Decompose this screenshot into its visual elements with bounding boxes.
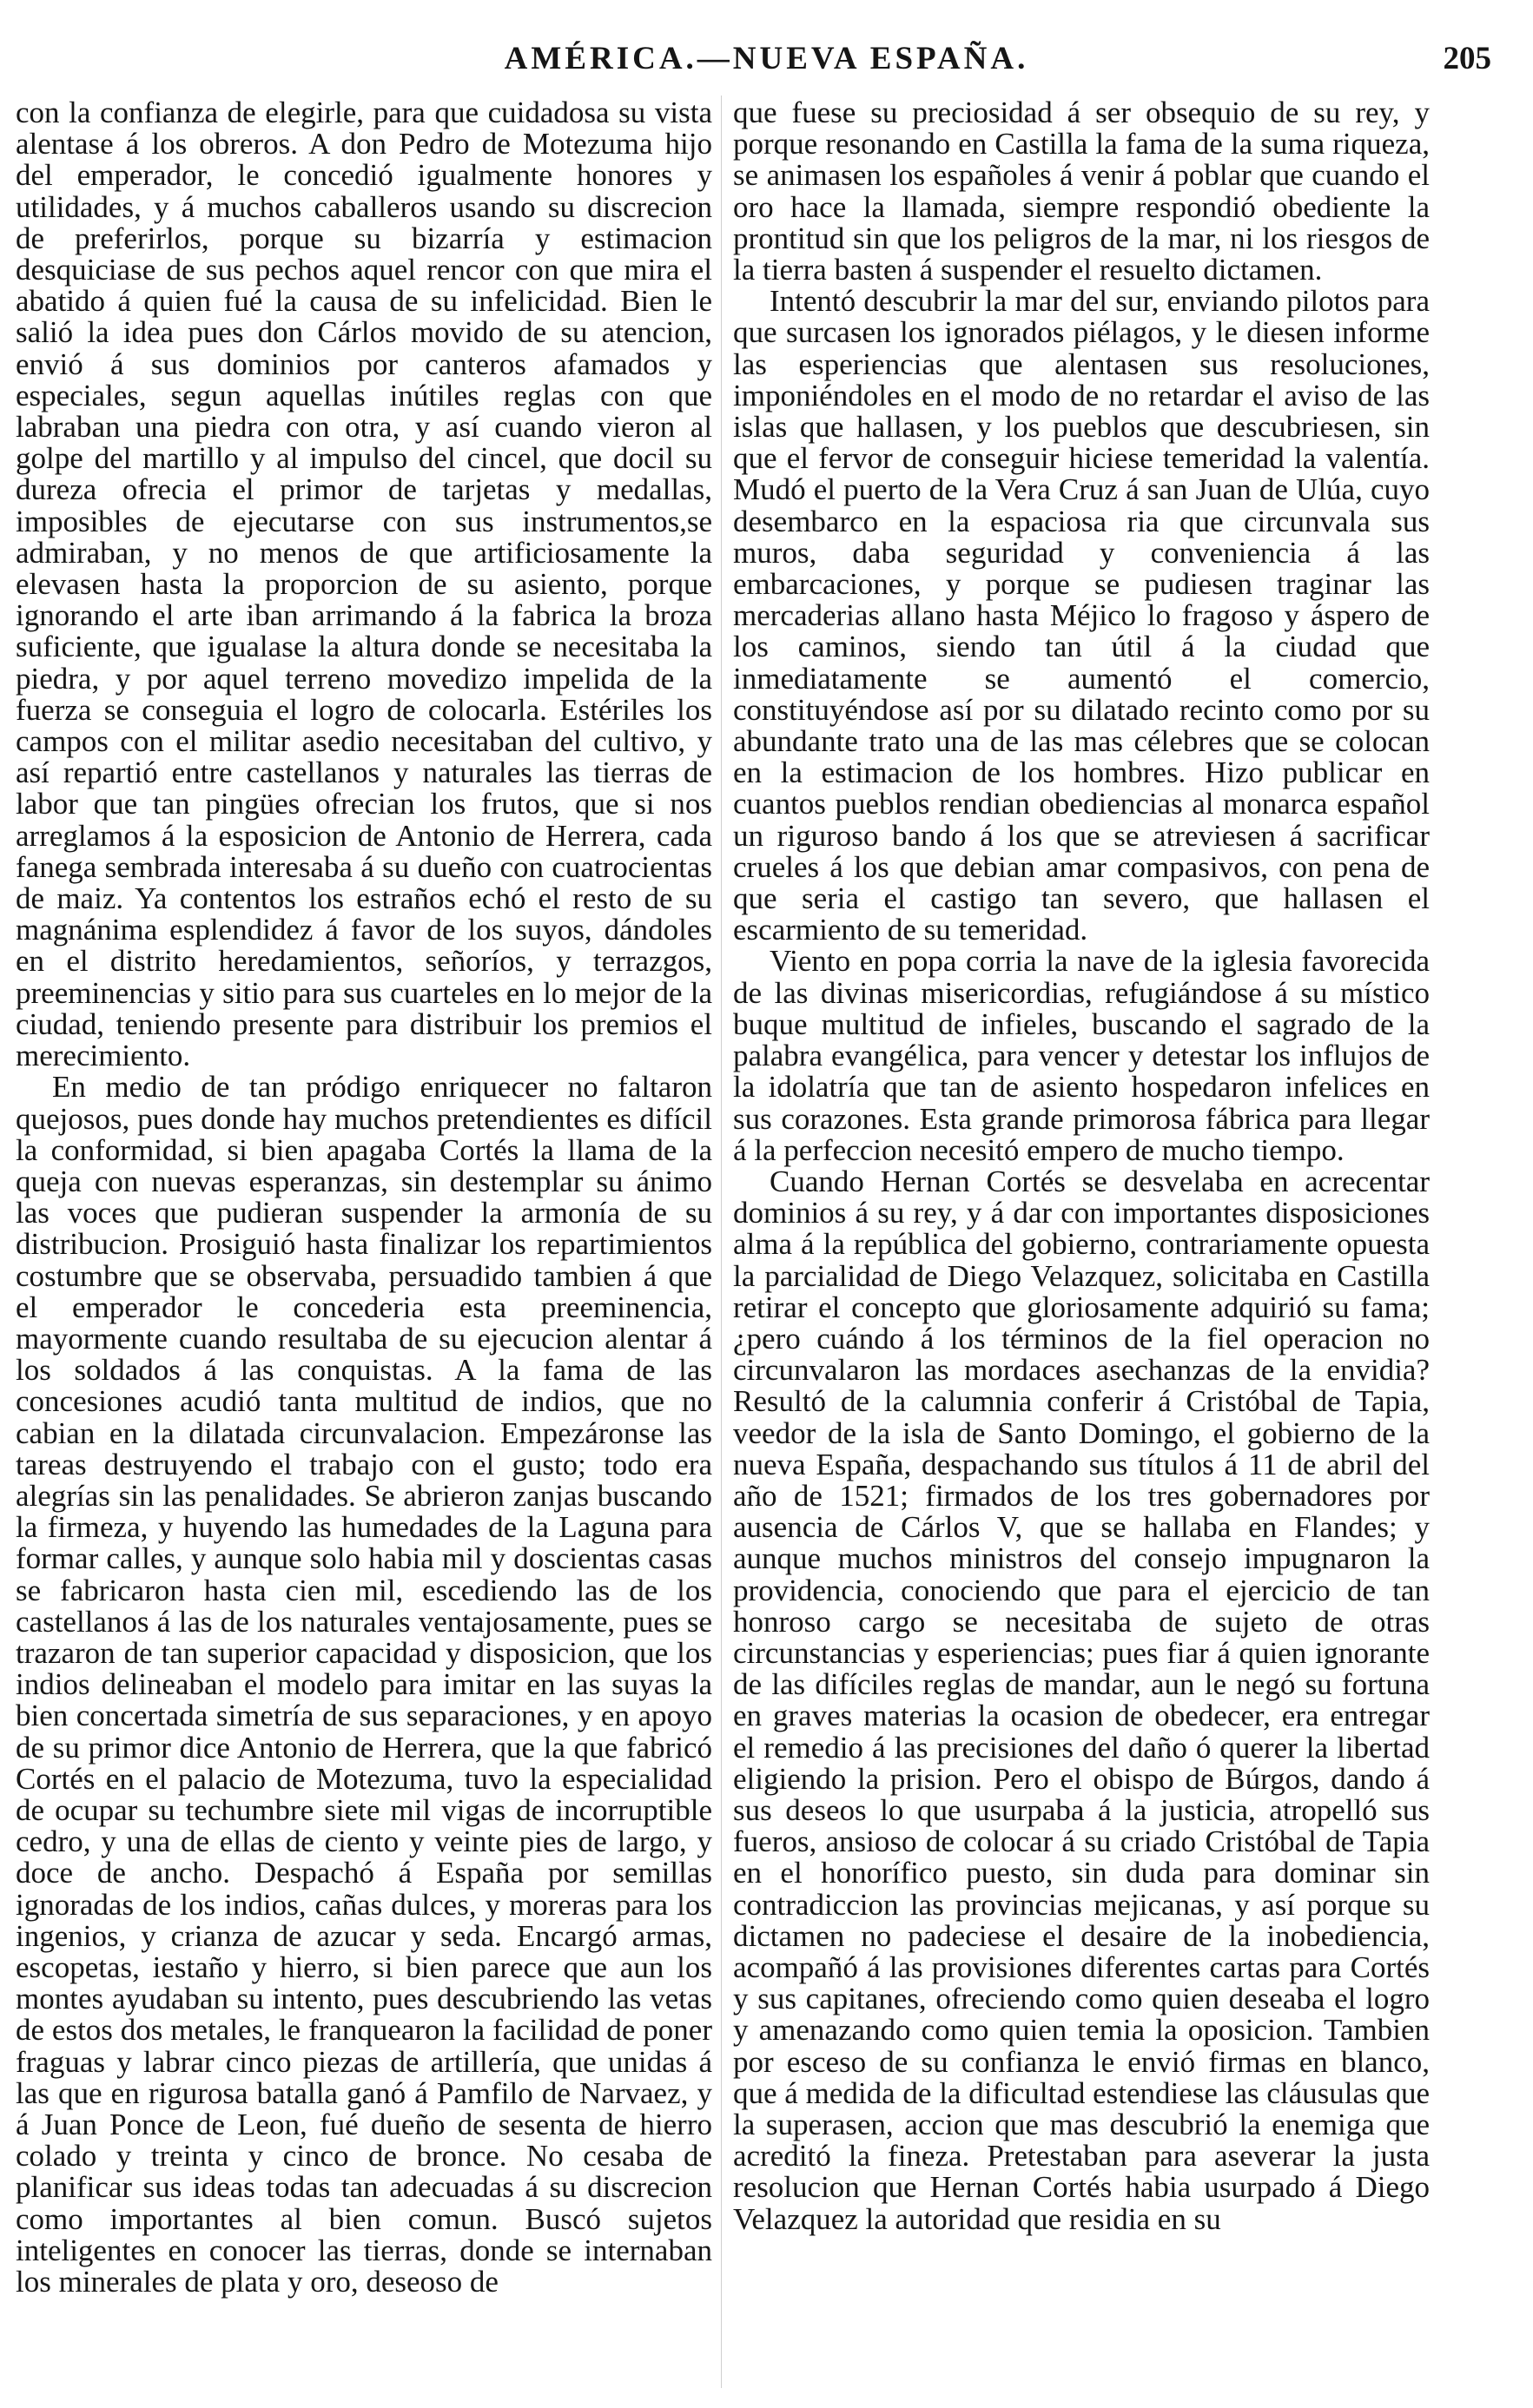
- paragraph: con la confianza de elegirle, para que cuidadosa su vista alentase á los obreros. A don Pedro de Motezuma hijo del emperador, le concedió igualmente honores y utilidades, y á muchos caballeros usando su discrecion de preferirlos, porque su bizarría y estimacion desquiciase de sus pechos aquel rencor con que mira el abatido á quien fué la causa de su infelicidad. Bien le salió la idea pues don Cárlos movido de su atencion, envió á sus dominios por canteros afamados y especiales, segun aquellas inútiles reglas con que labraban una piedra con otra, y así cuando vieron al golpe del martillo y al impulso del cincel, que docil su dureza ofrecia el primor de tarjetas y medallas, imposibles de ejecutarse con sus instrumentos,se admiraban, y no menos de que artificiosamente la elevasen hasta la proporcion de su asiento, porque ignorando el arte iban arrimando á la fabrica la broza suficiente, que igualase la altura donde se necesitaba la piedra, y por aquel terreno movedizo impelida de la fuerza se conseguia el logro de colocarla. Estériles los campos con el militar asedio necesitaban del cultivo, y así repartió entre castellanos y naturales las tierras de labor que tan pingües ofrecian los frutos, que si nos arreglamos á la esposicion de Antonio de Herrera, cada fanega sembrada interesaba á su dueño con cuatrocientas de maiz. Ya contentos los estraños echó el resto de su magnánima esplendidez á favor de los suyos, dándoles en el distrito heredamientos, señoríos, y terrazgos, preeminencias y sitio para sus cuarteles en lo mejor de la ciudad, teniendo presente para distribuir los premios el merecimiento.: [16, 97, 712, 1073]
- paragraph: Cuando Hernan Cortés se desvelaba en acrecentar dominios á su rey, y á dar con importantes disposiciones alma á la república del gobierno, contrariamente opuesta la parcialidad de Diego Velazquez, solicitaba en Castilla retirar el concepto que gloriosamente adquirió su fama; ¿pero cuándo á los términos de la fiel operacion no circunvalaron las mordaces asechanzas de la envidia? Resultó de la calumnia conferir á Cristóbal de Tapia, veedor de la isla de Santo Domingo, el gobierno de la nueva España, despachando sus títulos á 11 de abril del año de 1521; firmados de los tres gobernadores por ausencia de Cárlos V, que se hallaba en Flandes; y aunque muchos ministros del consejo impugnaron la providencia, conociendo que para el ejercicio de tan honroso cargo se necesitaba de sujeto de otras circunstancias y esperiencias; pues fiar á quien ignorante de las difíciles reglas de mandar, aun le negó su fortuna en graves materias la ocasion de obedecer, era entregar el remedio á las precisiones del daño ó querer la libertad eligiendo la prision. Pero el obispo de Búrgos, dando á sus deseos lo que usurpaba á la justicia, atropelló sus fueros, ansioso de colocar á su criado Cristóbal de Tapia en el honorífico puesto, sin duda para dominar sin contradiccion las provincias mejicanas, y así porque su dictamen no padeciese el desaire de la inobediencia, acompañó á las provisiones diferentes cartas para Cortés y sus capitanes, ofreciendo como quien deseaba el logro y amenazando como quien temia la oposicion. Tambien por esceso de su confianza le envió firmas en blanco, que á medida de la dificultad estendiese las cláusulas que la superasen, accion que mas descubrió la enemiga que acreditó la fineza. Pretestaban para aseverar la justa resolucion que Hernan Cortés habia usurpado á Diego Velazquez la autoridad que residia en su: [733, 1164, 1430, 2236]
- running-title: AMÉRICA.—NUEVA ESPAÑA.: [504, 41, 1029, 76]
- column-divider: [721, 96, 722, 2388]
- paragraph: Viento en popa corria la nave de la iglesia favorecida de las divinas misericordias, refugiándose á su místico buque multitud de infieles, buscando el sagrado de la palabra evangélica, para vencer y detestar los influjos de la idolatría que tan de asiento hospedaron infelices en sus corazones. Esta grande primorosa fábrica para llegar á la perfeccion necesitó empero de mucho tiempo.: [733, 944, 1430, 1167]
- paragraph: Intentó descubrir la mar del sur, enviando pilotos para que surcasen los ignorados piélagos, y le diesen informe las esperiencias que alentasen sus resoluciones, imponiéndoles en el modo de no retardar el aviso de las islas que hallasen, y los pueblos que descubriesen, sin que el fervor de conseguir hiciese temeridad la valentía. Mudó el puerto de la Vera Cruz á san Juan de Ulúa, cuyo desembarco en la espaciosa ria que circunvala sus muros, daba seguridad y conveniencia á las embarcaciones, y porque se pudiesen traginar las mercaderias allano hasta Méjico lo fragoso y áspero de los caminos, siendo tan útil á la ciudad que inmediatamente se aumentó el comercio, constituyéndose así por su dilatado recinto como por su abundante trato una de las mas célebres que se colocan en la estimacion de los hombres. Hizo publicar en cuantos pueblos rendian obediencias al monarca español un riguroso bando á los que se atreviesen á sacrificar crueles á los que debian amar compasivos, con pena de que seria el castigo tan severo, que hallasen el escarmiento de su temeridad.: [733, 284, 1430, 947]
- page-number: 205: [1443, 41, 1491, 76]
- paragraph: En medio de tan pródigo enriquecer no faltaron quejosos, pues donde hay muchos pretendientes es difícil la conformidad, si bien apagaba Cortés la llama de la queja con nuevas esperanzas, sin destemplar su ánimo las voces que pudieran suspender la armonía de su distribucion. Prosiguió hasta finalizar los repartimientos costumbre que se observaba, persuadido tambien á que el emperador le concederia esta preeminencia, mayormente cuando resultaba de su ejecucion alentar á los soldados á las conquistas. A la fama de las concesiones acudió tanta multitud de indios, que no cabian en la dilatada circunvalacion. Empezáronse las tareas destruyendo el trabajo con el gusto; todo era alegrías sin las penalidades. Se abrieron zanjas buscando la firmeza, y huyendo las humedades de la Laguna para formar calles, y aunque solo habia mil y doscientas casas se fabricaron hasta cien mil, escediendo las de los castellanos á las de los naturales ventajosamente, pues se trazaron de tan superior capacidad y disposicion, que los indios delineaban el modelo para imitar en las suyas la bien concertada simetría de sus separaciones, y en apoyo de su primor dice Antonio de Herrera, que la que fabricó Cortés en el palacio de Motezuma, tuvo la especialidad de ocupar su techumbre siete mil vigas de incorruptible cedro, y una de ellas de ciento y veinte pies de largo, y doce de ancho. Despachó á España por semillas ignoradas de los indios, cañas dulces, y moreras para los ingenios, y crianza de azucar y seda. Encargó armas, escopetas, iestaño y hierro, si bien parece que aun los montes ayudaban su intento, pues descubriendo las vetas de estos dos metales, le franquearon la facilidad de poner fraguas y labrar cinco piezas de artillería, que unidas á las que en rigurosa batalla ganó á Pamfilo de Narvaez, y á Juan Ponce de Leon, fué dueño de sesenta de hierro colado y treinta y cinco de bronce. No cesaba de planificar sus ideas todas tan adecuadas á su discrecion como importantes al bien comun. Buscó sujetos inteligentes en conocer las tierras, donde se internaban los minerales de plata y oro, deseoso de: [16, 1070, 712, 2299]
- page-header: [0, 0, 1533, 104]
- left-column: [16, 97, 712, 2390]
- paragraph: que fuese su preciosidad á ser obsequio de su rey, y porque resonando en Castilla la fama de la suma riqueza, se animasen los españoles á venir á poblar que cuando el oro hace la llamada, siempre respondió obediente la prontitud sin que los peligros de la mar, ni los riesgos de la tierra basten á suspender el resuelto dictamen.: [733, 97, 1430, 287]
- right-column: [733, 97, 1430, 2390]
